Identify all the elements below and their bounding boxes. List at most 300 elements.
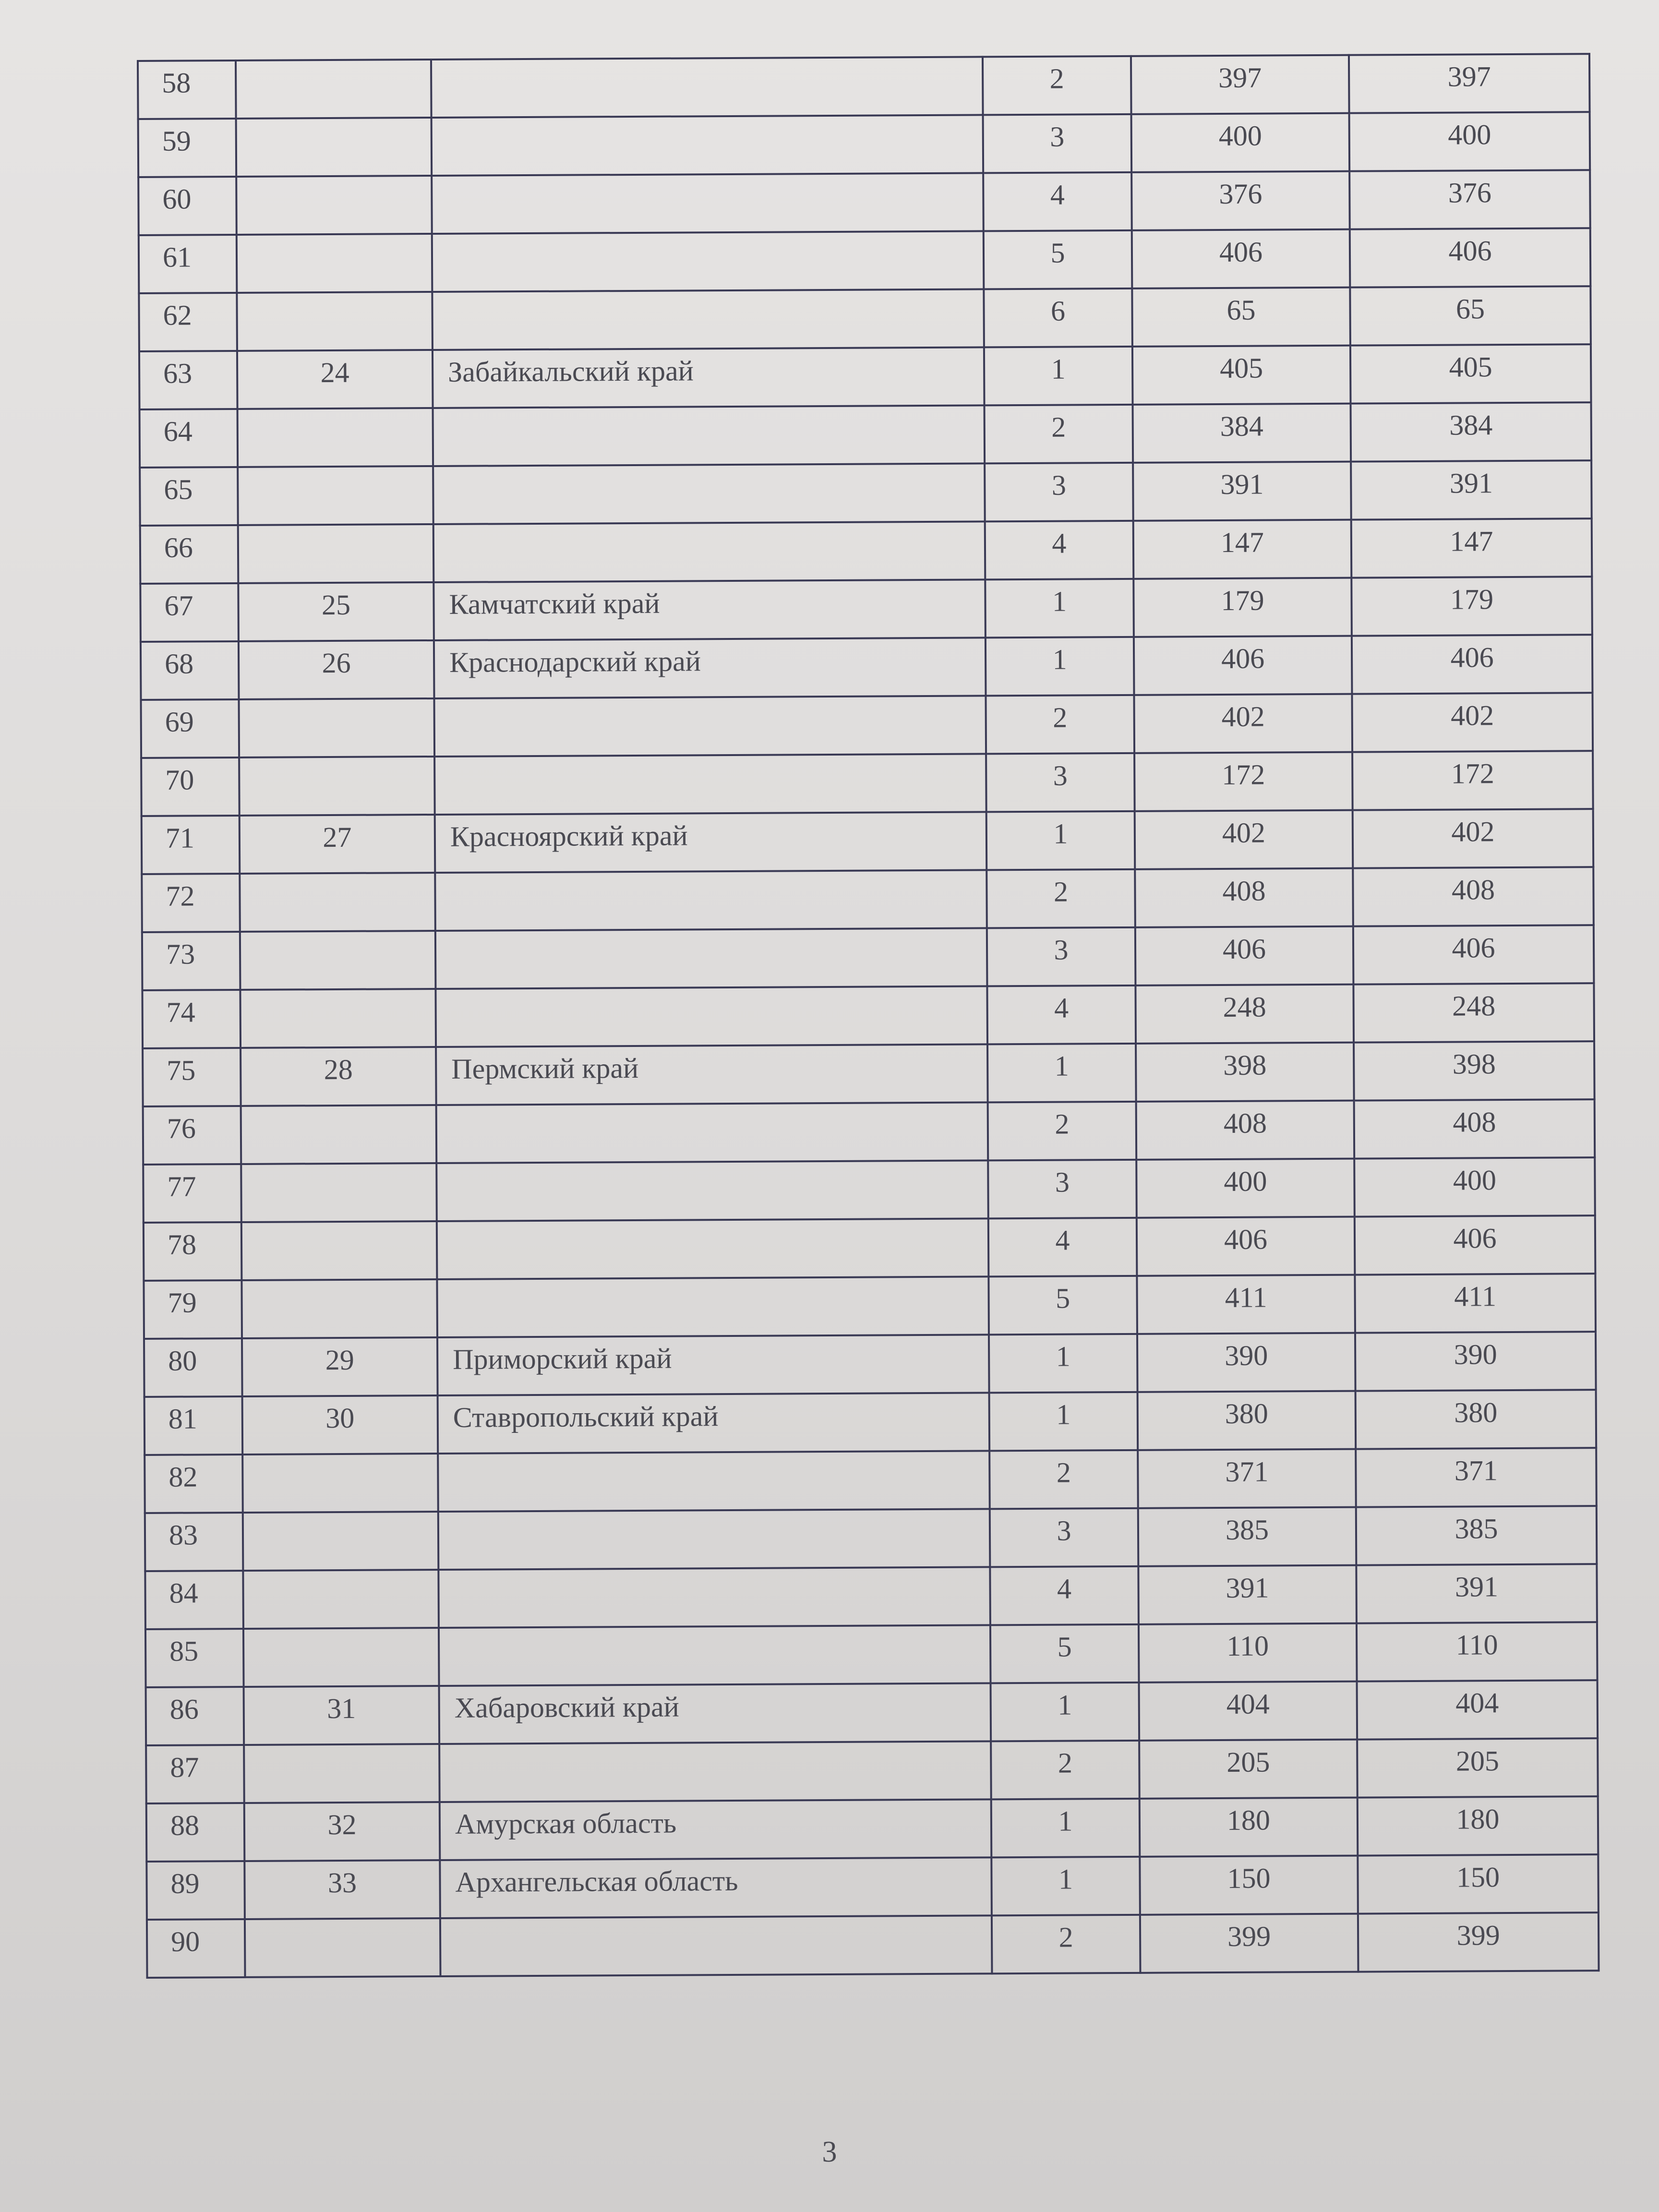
- value-a-cell: [1134, 694, 1352, 753]
- region-name: [441, 1916, 991, 1926]
- value-a: 385: [1225, 1514, 1269, 1546]
- value-b: 110: [1455, 1629, 1498, 1661]
- district-number-cell: [987, 927, 1136, 986]
- region-number: [242, 1222, 436, 1230]
- value-a: 406: [1219, 236, 1263, 268]
- value-a-cell: [1138, 1507, 1357, 1566]
- value-a-cell: [1139, 1623, 1357, 1683]
- value-b-cell: [1354, 1157, 1595, 1216]
- table-row: [141, 635, 1593, 700]
- row-number-cell: [143, 1164, 241, 1223]
- region-name: [437, 1103, 987, 1113]
- value-b: 402: [1451, 816, 1495, 848]
- region-number-cell: [242, 1337, 438, 1396]
- district-number: 2: [1051, 411, 1066, 443]
- value-a: 405: [1220, 352, 1263, 384]
- district-number-cell: [989, 1392, 1138, 1451]
- region-number: [241, 932, 434, 939]
- table-row: [144, 1274, 1596, 1339]
- row-number: 65: [164, 473, 193, 505]
- value-b-cell: [1350, 286, 1591, 345]
- district-number-cell: [983, 56, 1131, 115]
- row-number: 71: [165, 822, 195, 854]
- value-a: 147: [1220, 526, 1264, 558]
- district-number: 2: [1058, 1921, 1073, 1953]
- district-number: 1: [1053, 817, 1068, 850]
- value-b: 406: [1450, 641, 1494, 673]
- value-a-cell: [1133, 404, 1351, 463]
- region-number: 24: [320, 356, 349, 389]
- row-number-cell: [147, 1919, 245, 1978]
- value-b: 411: [1454, 1280, 1497, 1312]
- region-number: [246, 1919, 439, 1927]
- value-a: 397: [1218, 61, 1262, 94]
- table-row: [143, 1157, 1595, 1223]
- row-number-cell: [141, 699, 240, 758]
- region-number-cell: [240, 873, 435, 932]
- row-number: 68: [164, 648, 194, 680]
- value-a-cell: [1139, 1682, 1358, 1741]
- region-number-cell: [236, 118, 432, 177]
- region-name: [434, 464, 984, 474]
- value-a: 404: [1226, 1688, 1270, 1720]
- value-a-cell: [1132, 346, 1351, 405]
- value-a-cell: [1140, 1798, 1358, 1857]
- value-a: 406: [1221, 642, 1265, 674]
- value-a-cell: [1135, 926, 1354, 986]
- value-b: 402: [1451, 699, 1494, 732]
- value-a: 65: [1226, 294, 1256, 326]
- district-number-cell: [985, 579, 1134, 638]
- row-number-cell: [144, 1222, 242, 1281]
- row-number-cell: [140, 467, 238, 526]
- region-number-cell: [238, 582, 434, 641]
- value-b-cell: [1355, 1332, 1596, 1391]
- region-number: 29: [325, 1344, 354, 1376]
- value-b: 406: [1452, 932, 1495, 964]
- region-name-cell: [435, 870, 987, 931]
- table-row: [140, 460, 1592, 526]
- row-number: 88: [170, 1809, 200, 1841]
- value-a: 399: [1227, 1920, 1271, 1952]
- value-a-cell: [1140, 1914, 1358, 1973]
- row-number-cell: [142, 816, 240, 874]
- region-number-cell: [241, 1221, 437, 1280]
- table-row: [144, 1390, 1597, 1455]
- value-a-cell: [1131, 113, 1350, 172]
- region-number: 32: [327, 1808, 357, 1841]
- region-name-cell: [433, 347, 985, 408]
- row-number: 73: [166, 938, 195, 970]
- value-a-cell: [1138, 1565, 1357, 1624]
- region-name-cell: [432, 173, 984, 234]
- table-row: [140, 518, 1592, 584]
- value-a: 406: [1222, 933, 1266, 965]
- district-number-cell: [989, 1334, 1138, 1393]
- row-number: 79: [168, 1286, 197, 1319]
- row-number-cell: [145, 1513, 243, 1571]
- region-name-cell: [435, 986, 987, 1047]
- region-name: [440, 1626, 989, 1635]
- value-b: 398: [1452, 1048, 1496, 1080]
- region-number: 30: [325, 1402, 355, 1434]
- value-b-cell: [1356, 1564, 1597, 1623]
- value-b-cell: [1353, 925, 1594, 984]
- value-a: 402: [1221, 700, 1265, 733]
- district-number: 3: [1053, 759, 1068, 792]
- row-number-cell: [141, 641, 239, 700]
- region-number: [240, 874, 434, 881]
- row-number-cell: [143, 1048, 241, 1106]
- region-name-cell: [432, 231, 984, 292]
- value-b: 380: [1454, 1396, 1498, 1429]
- value-b-cell: [1349, 170, 1590, 229]
- region-number-cell: [241, 1279, 437, 1338]
- region-name-cell: [436, 1102, 988, 1163]
- district-number: 5: [1050, 237, 1065, 269]
- district-number: 6: [1050, 295, 1066, 327]
- region-number-cell: [240, 815, 435, 874]
- table-row: [142, 983, 1594, 1048]
- value-a: 391: [1226, 1572, 1269, 1604]
- district-number-cell: [987, 986, 1136, 1045]
- region-name: [436, 871, 986, 880]
- region-number: [237, 119, 431, 126]
- district-number: 1: [1056, 1340, 1070, 1372]
- table-row: [138, 112, 1590, 177]
- value-b: 150: [1456, 1861, 1500, 1893]
- region-name-cell: [436, 1160, 988, 1221]
- value-b-cell: [1350, 344, 1591, 403]
- row-number: 74: [166, 996, 195, 1028]
- row-number: 72: [166, 880, 195, 912]
- district-number-cell: [991, 1741, 1140, 1800]
- value-a-cell: [1135, 810, 1353, 869]
- value-a-cell: [1136, 1159, 1355, 1218]
- value-b-cell: [1356, 1390, 1597, 1449]
- region-name: [434, 522, 984, 532]
- region-name-cell: [432, 115, 984, 176]
- district-number: 1: [1058, 1689, 1072, 1721]
- district-number: 3: [1050, 120, 1065, 153]
- value-b-cell: [1353, 983, 1594, 1042]
- region-name-cell: [440, 1799, 992, 1860]
- row-number-cell: [138, 60, 236, 119]
- region-name-cell: [438, 1393, 990, 1454]
- value-b-cell: [1354, 1041, 1595, 1100]
- row-number-cell: [146, 1745, 244, 1803]
- region-number-cell: [242, 1395, 438, 1455]
- district-number-cell: [992, 1915, 1141, 1974]
- table-row: [141, 693, 1593, 758]
- value-a-cell: [1135, 985, 1354, 1044]
- row-number-cell: [146, 1687, 244, 1745]
- table-row: [142, 925, 1594, 990]
- region-number-cell: [243, 1512, 439, 1571]
- region-name-cell: [436, 1044, 988, 1105]
- region-number: 33: [327, 1866, 357, 1899]
- district-number: 2: [1056, 1456, 1071, 1489]
- row-number: 66: [164, 531, 193, 564]
- value-a-cell: [1137, 1217, 1355, 1276]
- value-b: 391: [1455, 1571, 1499, 1603]
- table-row: [140, 577, 1592, 642]
- table-body: [138, 54, 1599, 1978]
- value-a-cell: [1137, 1333, 1356, 1392]
- row-number: 90: [170, 1925, 200, 1958]
- region-number: [243, 1455, 437, 1462]
- region-number-cell: [244, 1686, 440, 1745]
- region-number-cell: [240, 931, 436, 990]
- value-b: 390: [1454, 1338, 1497, 1370]
- value-a-cell: [1131, 171, 1350, 230]
- district-number-cell: [986, 637, 1134, 696]
- region-number-cell: [244, 1860, 440, 1919]
- region-name: [433, 290, 983, 300]
- row-number-cell: [141, 757, 240, 816]
- row-number: 70: [165, 764, 194, 796]
- row-number: 69: [165, 706, 194, 738]
- region-name: [438, 1277, 987, 1287]
- table-row: [144, 1332, 1596, 1397]
- region-number-cell: [240, 1047, 436, 1106]
- value-b-cell: [1357, 1680, 1598, 1739]
- region-number: [244, 1629, 438, 1636]
- value-b-cell: [1355, 1274, 1596, 1333]
- value-b-cell: [1353, 867, 1594, 926]
- district-number-cell: [984, 347, 1133, 406]
- row-number: 85: [169, 1635, 199, 1667]
- region-number: [244, 1571, 437, 1578]
- region-name: [439, 1568, 989, 1577]
- value-a: 179: [1221, 584, 1264, 616]
- district-number-cell: [985, 405, 1133, 464]
- table-row: [146, 1738, 1598, 1803]
- value-b-cell: [1358, 1912, 1599, 1972]
- value-b: 404: [1455, 1687, 1499, 1719]
- region-name: [435, 697, 985, 706]
- region-name-cell: [438, 1509, 990, 1570]
- row-number: 80: [168, 1345, 197, 1377]
- value-b-cell: [1357, 1622, 1598, 1681]
- table-row: [146, 1796, 1599, 1862]
- row-number: 76: [167, 1112, 196, 1144]
- row-number-cell: [143, 1106, 241, 1165]
- district-number-cell: [989, 1450, 1138, 1509]
- region-name-cell: [438, 1451, 990, 1512]
- row-number-cell: [139, 351, 238, 409]
- district-number-cell: [986, 753, 1135, 812]
- value-a-cell: [1132, 288, 1350, 347]
- row-number-cell: [142, 990, 240, 1048]
- district-number-cell: [984, 230, 1132, 289]
- value-a: 376: [1219, 178, 1262, 210]
- value-a-cell: [1135, 868, 1353, 927]
- value-b: 408: [1451, 874, 1495, 906]
- region-name: [433, 174, 982, 183]
- region-name: Амурская область: [455, 1807, 677, 1840]
- value-b-cell: [1350, 228, 1591, 287]
- row-number-cell: [145, 1571, 243, 1629]
- region-name-cell: [433, 405, 985, 466]
- region-number-cell: [243, 1570, 439, 1629]
- region-name-cell: [435, 928, 987, 989]
- region-name: [439, 1510, 989, 1519]
- value-b: 205: [1455, 1745, 1500, 1777]
- region-number-cell: [244, 1744, 440, 1803]
- row-number-cell: [142, 874, 240, 932]
- value-a: 408: [1222, 875, 1266, 907]
- table-row: [144, 1215, 1596, 1281]
- region-number-cell: [245, 1918, 441, 1977]
- district-number-cell: [986, 869, 1135, 928]
- row-number-cell: [144, 1338, 242, 1397]
- value-b: 180: [1456, 1803, 1500, 1835]
- district-number-cell: [985, 463, 1133, 522]
- row-number: 62: [163, 299, 192, 331]
- region-number: [239, 525, 433, 533]
- row-number: 59: [162, 125, 191, 157]
- row-number-cell: [138, 119, 237, 177]
- value-b: 391: [1449, 467, 1493, 499]
- district-number: 2: [1053, 701, 1068, 733]
- region-number: 31: [327, 1692, 356, 1725]
- region-number-cell: [240, 989, 436, 1048]
- row-number-cell: [140, 525, 239, 584]
- region-name: [434, 406, 984, 416]
- row-number: 86: [169, 1693, 199, 1725]
- district-number: 2: [1049, 62, 1064, 95]
- region-name-cell: [438, 1567, 990, 1628]
- row-number-cell: [140, 409, 238, 468]
- value-b-cell: [1351, 460, 1592, 519]
- row-number-cell: [142, 932, 240, 990]
- value-a-cell: [1136, 1101, 1355, 1160]
- district-number: 1: [1056, 1398, 1071, 1431]
- region-number: [242, 1164, 435, 1172]
- district-number: 1: [1054, 1050, 1069, 1082]
- value-a-cell: [1138, 1449, 1356, 1508]
- region-number: [242, 1106, 435, 1114]
- region-number-cell: [237, 292, 433, 351]
- district-number: 2: [1055, 1108, 1070, 1140]
- row-number-cell: [146, 1803, 245, 1862]
- table-row: [143, 1041, 1595, 1106]
- district-number: 4: [1050, 179, 1065, 211]
- value-b-cell: [1358, 1854, 1599, 1913]
- value-b: 248: [1452, 990, 1496, 1022]
- region-name-cell: [440, 1915, 992, 1976]
- region-number: 28: [324, 1053, 353, 1086]
- table-row: [142, 867, 1594, 932]
- value-b: 405: [1449, 351, 1492, 383]
- value-a: 406: [1224, 1223, 1268, 1255]
- district-number: 1: [1052, 643, 1067, 675]
- region-number: [245, 1745, 438, 1753]
- row-number: 60: [162, 183, 192, 215]
- table-row: [139, 344, 1591, 409]
- row-number: 63: [163, 357, 192, 389]
- table-row: [145, 1564, 1597, 1629]
- district-number: 2: [1053, 876, 1069, 908]
- value-b: 406: [1448, 235, 1492, 267]
- region-number-cell: [241, 1163, 437, 1222]
- value-b-cell: [1351, 577, 1592, 636]
- region-number-cell: [243, 1628, 439, 1687]
- value-b-cell: [1354, 1099, 1595, 1158]
- value-b: 408: [1453, 1106, 1496, 1138]
- table-row: [139, 228, 1591, 293]
- value-b: 400: [1453, 1164, 1497, 1196]
- value-b-cell: [1352, 693, 1593, 752]
- region-number: 25: [321, 589, 351, 621]
- region-name-cell: [439, 1683, 991, 1744]
- row-number: 77: [167, 1170, 196, 1202]
- region-name-cell: [432, 289, 984, 350]
- region-name: [436, 987, 986, 997]
- value-a-cell: [1132, 229, 1350, 289]
- table-row: [143, 1099, 1595, 1165]
- value-a-cell: [1131, 55, 1349, 114]
- table-row: [146, 1854, 1599, 1920]
- region-name: [436, 929, 986, 938]
- value-b: 179: [1450, 583, 1494, 615]
- value-a: 402: [1222, 817, 1266, 849]
- value-a-cell: [1133, 462, 1351, 521]
- value-a-cell: [1139, 1740, 1358, 1799]
- table-row: [142, 809, 1594, 874]
- page-number: 3: [822, 2136, 837, 2168]
- table-row: [147, 1912, 1599, 1978]
- region-name-cell: [434, 696, 986, 757]
- region-name: [433, 232, 983, 241]
- value-b-cell: [1349, 112, 1590, 171]
- region-number: [240, 757, 433, 765]
- value-b: 371: [1454, 1455, 1498, 1487]
- row-number: 67: [164, 589, 193, 622]
- district-number: 4: [1052, 527, 1067, 559]
- value-b-cell: [1356, 1506, 1597, 1565]
- district-number-cell: [990, 1566, 1139, 1625]
- region-number: [237, 177, 431, 184]
- region-name: [438, 1219, 987, 1229]
- district-number-cell: [991, 1683, 1140, 1742]
- table-row: [146, 1680, 1598, 1745]
- value-a: 391: [1220, 468, 1264, 500]
- value-b: 172: [1451, 757, 1494, 790]
- region-name: Хабаровский край: [454, 1691, 679, 1724]
- region-name-cell: [433, 521, 986, 582]
- row-number: 78: [167, 1228, 197, 1261]
- district-number-cell: [985, 521, 1134, 580]
- region-number: [244, 1513, 437, 1520]
- district-number: 1: [1051, 353, 1066, 385]
- region-number-cell: [241, 1105, 437, 1164]
- region-name-cell: [433, 579, 986, 640]
- region-number-cell: [238, 408, 433, 467]
- row-number-cell: [144, 1280, 242, 1339]
- value-a-cell: [1133, 578, 1352, 637]
- district-number: 2: [1058, 1747, 1073, 1779]
- value-a: 384: [1220, 410, 1263, 442]
- region-name-cell: [437, 1218, 989, 1279]
- region-number-cell: [239, 698, 435, 757]
- region-name: Камчатский край: [449, 587, 660, 620]
- region-name-cell: [437, 1334, 989, 1395]
- district-number: 1: [1058, 1805, 1073, 1837]
- region-name: Архангельская область: [455, 1864, 738, 1898]
- district-number-cell: [987, 1044, 1136, 1103]
